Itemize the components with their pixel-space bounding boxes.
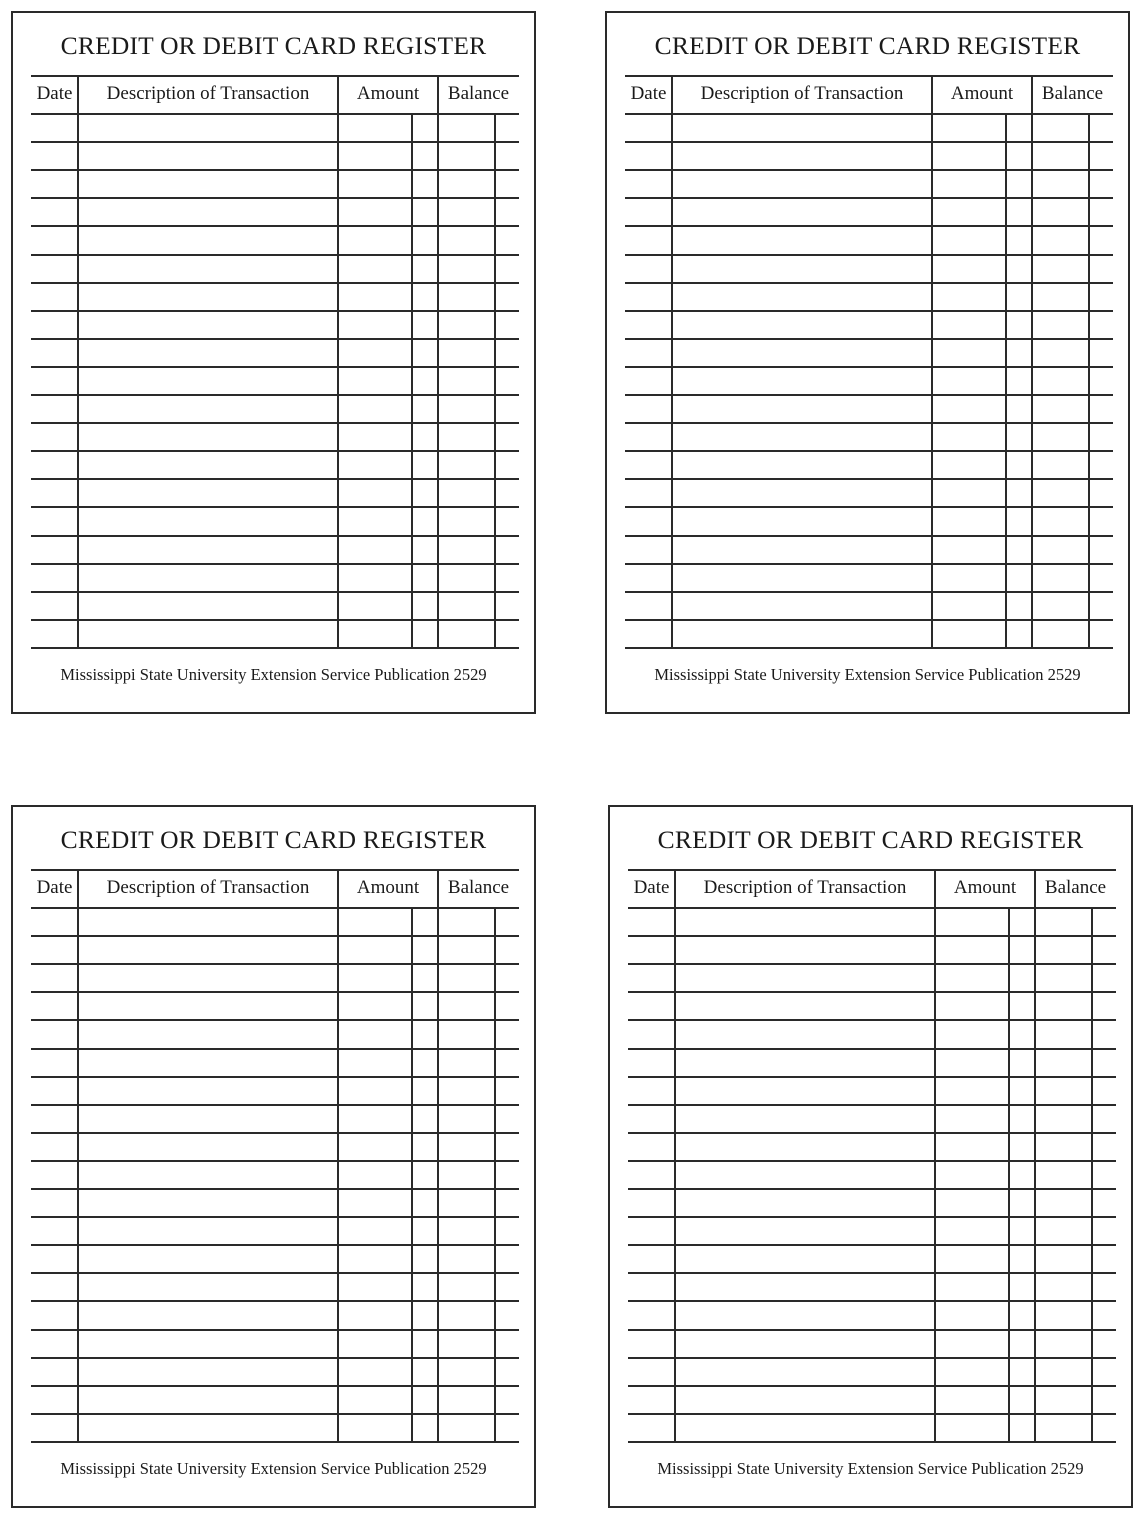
row-rule <box>31 254 519 256</box>
row-rule <box>628 1019 1116 1021</box>
row-rule <box>31 141 519 143</box>
row-rule <box>628 1076 1116 1078</box>
register-table <box>628 869 1116 1446</box>
register-table <box>31 75 519 652</box>
row-rule <box>628 935 1116 937</box>
row-rule <box>625 506 1113 508</box>
date-column-header: Date <box>36 83 73 104</box>
description-column-divider <box>931 75 933 649</box>
row-rule <box>31 1160 519 1162</box>
row-rule <box>31 1300 519 1302</box>
date-column-divider <box>671 75 673 649</box>
row-rule <box>31 1216 519 1218</box>
register-table <box>31 869 519 1446</box>
row-rule <box>31 563 519 565</box>
balance-cents-divider <box>494 114 496 649</box>
amount-column-divider <box>437 869 439 1443</box>
row-rule <box>628 1104 1116 1106</box>
row-rule <box>31 338 519 340</box>
row-rule <box>31 1385 519 1387</box>
register-card <box>11 805 536 1508</box>
row-rule <box>625 535 1113 537</box>
row-rule <box>628 1188 1116 1190</box>
row-rule <box>31 282 519 284</box>
amount-cents-divider <box>1005 114 1007 649</box>
card-title: CREDIT OR DEBIT CARD REGISTER <box>60 825 487 854</box>
row-rule <box>31 225 519 227</box>
balance-column-header: Balance <box>1044 877 1107 898</box>
header-top-rule <box>628 869 1116 871</box>
row-rule <box>628 1385 1116 1387</box>
row-rule <box>628 1357 1116 1359</box>
row-rule <box>31 1357 519 1359</box>
description-column-header: Description of Transaction <box>106 877 310 898</box>
row-rule <box>628 1160 1116 1162</box>
header-bottom-rule <box>628 907 1116 909</box>
row-rule <box>31 1413 519 1415</box>
amount-column-divider <box>437 75 439 649</box>
row-rule <box>625 310 1113 312</box>
row-rule <box>625 338 1113 340</box>
row-rule <box>31 1104 519 1106</box>
balance-column-header: Balance <box>1041 83 1104 104</box>
row-rule <box>625 478 1113 480</box>
row-rule <box>31 1048 519 1050</box>
row-rule <box>625 394 1113 396</box>
register-card <box>605 11 1130 714</box>
date-column-header: Date <box>630 83 667 104</box>
row-rule <box>31 1244 519 1246</box>
header-top-rule <box>625 75 1113 77</box>
description-column-divider <box>934 869 936 1443</box>
publication-footer: Mississippi State University Extension Service Publication 2529 <box>60 1459 487 1478</box>
row-rule <box>628 1413 1116 1415</box>
date-column-divider <box>674 869 676 1443</box>
register-card <box>608 805 1133 1508</box>
row-rule <box>625 450 1113 452</box>
row-rule <box>31 619 519 621</box>
row-rule <box>625 619 1113 621</box>
row-rule <box>625 647 1113 649</box>
amount-column-divider <box>1031 75 1033 649</box>
row-rule <box>31 1019 519 1021</box>
row-rule <box>31 366 519 368</box>
amount-column-header: Amount <box>953 877 1017 898</box>
row-rule <box>31 1272 519 1274</box>
row-rule <box>625 197 1113 199</box>
description-column-header: Description of Transaction <box>106 83 310 104</box>
row-rule <box>628 1300 1116 1302</box>
register-table <box>625 75 1113 652</box>
amount-column-header: Amount <box>356 877 420 898</box>
header-bottom-rule <box>625 113 1113 115</box>
balance-column-header: Balance <box>447 877 510 898</box>
row-rule <box>628 1132 1116 1134</box>
card-title: CREDIT OR DEBIT CARD REGISTER <box>657 825 1084 854</box>
row-rule <box>31 394 519 396</box>
row-rule <box>625 366 1113 368</box>
row-rule <box>628 963 1116 965</box>
date-column-divider <box>77 75 79 649</box>
card-title: CREDIT OR DEBIT CARD REGISTER <box>654 31 1081 60</box>
row-rule <box>628 1272 1116 1274</box>
row-rule <box>625 563 1113 565</box>
row-rule <box>31 591 519 593</box>
row-rule <box>31 197 519 199</box>
description-column-header: Description of Transaction <box>700 83 904 104</box>
card-title: CREDIT OR DEBIT CARD REGISTER <box>60 31 487 60</box>
row-rule <box>628 1216 1116 1218</box>
row-rule <box>625 141 1113 143</box>
row-rule <box>628 1441 1116 1443</box>
row-rule <box>31 935 519 937</box>
amount-column-divider <box>1034 869 1036 1443</box>
row-rule <box>625 225 1113 227</box>
row-rule <box>31 506 519 508</box>
row-rule <box>628 1048 1116 1050</box>
balance-cents-divider <box>494 908 496 1443</box>
header-top-rule <box>31 869 519 871</box>
row-rule <box>31 1441 519 1443</box>
description-column-header: Description of Transaction <box>703 877 907 898</box>
row-rule <box>628 1329 1116 1331</box>
row-rule <box>31 1188 519 1190</box>
publication-footer: Mississippi State University Extension Service Publication 2529 <box>60 665 487 684</box>
row-rule <box>31 169 519 171</box>
description-column-divider <box>337 75 339 649</box>
amount-cents-divider <box>1008 908 1010 1443</box>
row-rule <box>31 478 519 480</box>
amount-cents-divider <box>411 908 413 1443</box>
row-rule <box>625 591 1113 593</box>
row-rule <box>625 254 1113 256</box>
header-bottom-rule <box>31 907 519 909</box>
publication-footer: Mississippi State University Extension Service Publication 2529 <box>654 665 1081 684</box>
row-rule <box>31 310 519 312</box>
row-rule <box>628 991 1116 993</box>
row-rule <box>31 991 519 993</box>
row-rule <box>31 647 519 649</box>
publication-footer: Mississippi State University Extension Service Publication 2529 <box>657 1459 1084 1478</box>
balance-cents-divider <box>1091 908 1093 1443</box>
amount-column-header: Amount <box>356 83 420 104</box>
register-card <box>11 11 536 714</box>
row-rule <box>31 535 519 537</box>
row-rule <box>31 422 519 424</box>
amount-cents-divider <box>411 114 413 649</box>
date-column-divider <box>77 869 79 1443</box>
row-rule <box>625 282 1113 284</box>
row-rule <box>31 963 519 965</box>
date-column-header: Date <box>633 877 670 898</box>
balance-cents-divider <box>1088 114 1090 649</box>
date-column-header: Date <box>36 877 73 898</box>
row-rule <box>31 1329 519 1331</box>
row-rule <box>31 1076 519 1078</box>
header-bottom-rule <box>31 113 519 115</box>
row-rule <box>628 1244 1116 1246</box>
balance-column-header: Balance <box>447 83 510 104</box>
row-rule <box>625 169 1113 171</box>
row-rule <box>31 450 519 452</box>
description-column-divider <box>337 869 339 1443</box>
row-rule <box>31 1132 519 1134</box>
header-top-rule <box>31 75 519 77</box>
row-rule <box>625 422 1113 424</box>
amount-column-header: Amount <box>950 83 1014 104</box>
